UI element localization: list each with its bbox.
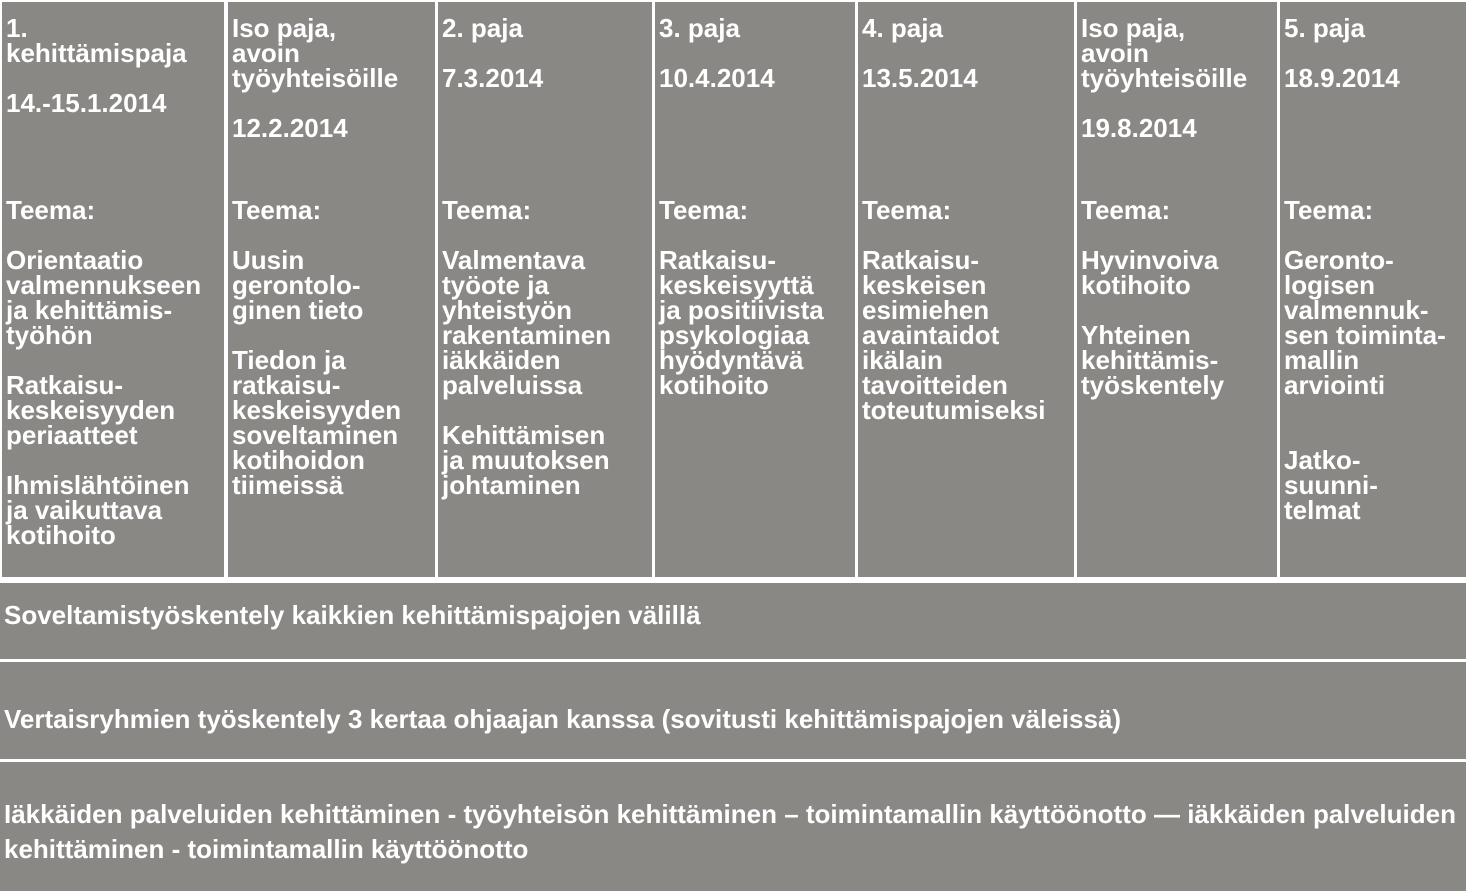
- column-date: 18.9.2014: [1284, 63, 1400, 93]
- theme-topic: Orientaatio valmennukseen ja kehittämis- työhön: [6, 245, 202, 350]
- column-workshop-5: [1280, 2, 1466, 577]
- column-workshop-1: [2, 2, 224, 577]
- column-big-workshop-1: [228, 2, 435, 577]
- column-date: 10.4.2014: [659, 63, 775, 93]
- row-development-summary: Iäkkäiden palveluiden kehittäminen - työyhteisön kehittäminen – toimintamallin käyttöönotto — iäkkäiden palveluiden kehittäminen - toimintamallin käyttöönotto: [0, 762, 1466, 891]
- column-title: 3. paja: [659, 13, 740, 43]
- column-big-workshop-2: [1077, 2, 1277, 577]
- theme-topic: Geronto- logisen valmennuk- sen toiminta- mallin arviointi: [1284, 245, 1446, 400]
- theme-topic: Ratkaisu- keskeisyyden periaatteet: [6, 370, 176, 450]
- column-date: 13.5.2014: [862, 63, 978, 93]
- column-workshop-3: [655, 2, 855, 577]
- column-title: 5. paja: [1284, 13, 1365, 43]
- theme-topic: Ratkaisu- keskeisen esimiehen avaintaidot ikälain tavoitteiden toteutumiseksi: [862, 245, 1046, 425]
- column-date: 7.3.2014: [442, 63, 544, 93]
- theme-label: Teema:: [232, 195, 322, 225]
- theme-label: Teema:: [1081, 195, 1171, 225]
- theme-label: Teema:: [1284, 195, 1374, 225]
- theme-topic: Kehittämisen ja muutoksen johtaminen: [442, 420, 610, 500]
- column-date: 12.2.2014: [232, 113, 348, 143]
- theme-topic: Uusin gerontolo- ginen tieto: [232, 245, 364, 325]
- theme-label: Teema:: [6, 195, 96, 225]
- column-workshop-2: [438, 2, 652, 577]
- row-application-work: Soveltamistyöskentely kaikkien kehittämispajojen välillä: [0, 583, 1466, 659]
- theme-label: Teema:: [862, 195, 952, 225]
- theme-topic: Valmentava työote ja yhteistyön rakentaminen iäkkäiden palveluissa: [442, 245, 612, 400]
- column-title: Iso paja, avoin työyhteisöille: [1081, 13, 1248, 93]
- theme-topic: Jatko- suunni- telmat: [1284, 445, 1378, 525]
- theme-topic: Tiedon ja ratkaisu- keskeisyyden soveltaminen kotihoidon tiimeissä: [232, 345, 402, 500]
- column-workshop-4: [858, 2, 1074, 577]
- theme-topic: Hyvinvoiva kotihoito: [1081, 245, 1219, 300]
- column-title: 1. kehittämispaja: [6, 13, 187, 68]
- column-title: 4. paja: [862, 13, 943, 43]
- column-date: 19.8.2014: [1081, 113, 1197, 143]
- column-title: Iso paja, avoin työyhteisöille: [232, 13, 399, 93]
- column-date: 14.-15.1.2014: [6, 88, 167, 118]
- column-title: 2. paja: [442, 13, 523, 43]
- theme-topic: Ratkaisu- keskeisyyttä ja positiivista psykologiaa hyödyntävä kotihoito: [659, 245, 824, 400]
- theme-topic: Ihmislähtöinen ja vaikuttava kotihoito: [6, 470, 190, 550]
- row-peer-groups: Vertaisryhmien työskentely 3 kertaa ohjaajan kanssa (sovitusti kehittämispajojen väleissä): [0, 662, 1466, 759]
- theme-label: Teema:: [442, 195, 532, 225]
- theme-topic: Yhteinen kehittämis- työskentely: [1081, 320, 1225, 400]
- theme-label: Teema:: [659, 195, 749, 225]
